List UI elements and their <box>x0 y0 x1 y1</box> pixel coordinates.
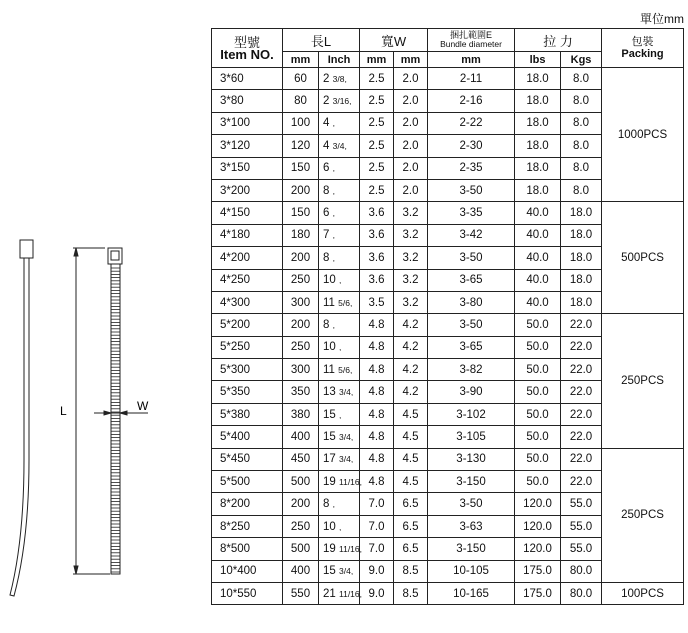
cell-bundle: 3-130 <box>428 448 515 470</box>
cell-length-mm: 180 <box>283 224 319 246</box>
cell-width-2: 6.5 <box>394 538 428 560</box>
cell-lbs: 40.0 <box>515 291 561 313</box>
cell-width-1: 2.5 <box>360 179 394 201</box>
cell-bundle: 2-35 <box>428 157 515 179</box>
cell-bundle: 3-50 <box>428 493 515 515</box>
cell-bundle: 3-80 <box>428 291 515 313</box>
cell-length-inch: 15 3/4, <box>319 426 360 448</box>
cell-model: 5*400 <box>212 426 283 448</box>
cell-length-mm: 250 <box>283 336 319 358</box>
cell-length-inch: 21 11/16, <box>319 582 360 604</box>
header-tensile: 拉 力 <box>515 29 602 52</box>
cell-width-1: 9.0 <box>360 582 394 604</box>
unit-label: 單位mm <box>640 12 684 26</box>
cell-model: 5*500 <box>212 471 283 493</box>
cell-width-1: 7.0 <box>360 538 394 560</box>
cell-kgs: 8.0 <box>561 90 602 112</box>
cell-length-mm: 120 <box>283 135 319 157</box>
cell-length-mm: 250 <box>283 515 319 537</box>
label-W: W <box>137 399 149 413</box>
cell-length-mm: 150 <box>283 202 319 224</box>
cell-lbs: 18.0 <box>515 179 561 201</box>
cell-kgs: 8.0 <box>561 179 602 201</box>
cell-lbs: 175.0 <box>515 560 561 582</box>
inch-fraction: 5/6 <box>338 297 350 308</box>
inch-whole: 8 <box>323 184 330 197</box>
cell-model: 3*120 <box>212 135 283 157</box>
inch-whole: 4 <box>323 139 330 152</box>
cell-length-mm: 250 <box>283 269 319 291</box>
cell-length-mm: 400 <box>283 560 319 582</box>
cell-width-1: 2.5 <box>360 90 394 112</box>
cell-lbs: 50.0 <box>515 471 561 493</box>
cell-width-1: 2.5 <box>360 157 394 179</box>
cell-width-2: 3.2 <box>394 224 428 246</box>
table-row <box>212 448 684 470</box>
cell-width-2: 4.2 <box>394 359 428 381</box>
inch-whole: 6 <box>323 207 330 220</box>
inch-whole: 11 <box>323 296 335 309</box>
cell-length-inch: 19 11/16, <box>319 471 360 493</box>
inch-fraction: 3/4 <box>339 431 351 442</box>
cell-width-2: 4.5 <box>394 426 428 448</box>
cell-length-inch: 6 , <box>319 202 360 224</box>
inch-fraction: 11/16 <box>339 476 360 487</box>
cell-kgs: 22.0 <box>561 448 602 470</box>
cell-model: 4*300 <box>212 291 283 313</box>
subheader-kgs: Kgs <box>561 52 602 68</box>
cell-bundle: 3-150 <box>428 471 515 493</box>
cell-width-1: 3.6 <box>360 202 394 224</box>
cell-length-mm: 350 <box>283 381 319 403</box>
cell-width-2: 8.5 <box>394 560 428 582</box>
cell-model: 3*80 <box>212 90 283 112</box>
cell-model: 5*380 <box>212 403 283 425</box>
cell-length-inch: 2 3/8, <box>319 68 360 90</box>
inch-fraction: 3/16 <box>332 96 350 107</box>
cell-kgs: 80.0 <box>561 582 602 604</box>
inch-fraction: 3/4 <box>339 454 351 465</box>
cell-width-2: 3.2 <box>394 269 428 291</box>
cell-lbs: 50.0 <box>515 426 561 448</box>
cell-packing: 1000PCS <box>602 68 684 202</box>
inch-fraction: 3/4 <box>339 566 351 577</box>
cell-model: 10*400 <box>212 560 283 582</box>
cell-packing: 250PCS <box>602 314 684 448</box>
cell-length-mm: 200 <box>283 314 319 336</box>
cell-width-1: 7.0 <box>360 515 394 537</box>
cell-length-mm: 200 <box>283 493 319 515</box>
cell-width-2: 6.5 <box>394 515 428 537</box>
cell-length-inch: 13 3/4, <box>319 381 360 403</box>
cell-length-inch: 8 , <box>319 179 360 201</box>
cell-lbs: 50.0 <box>515 403 561 425</box>
cell-kgs: 18.0 <box>561 291 602 313</box>
cell-lbs: 18.0 <box>515 135 561 157</box>
row-group <box>212 68 684 202</box>
header-model: 型號 Item NO. <box>212 29 283 68</box>
cell-lbs: 18.0 <box>515 112 561 134</box>
cell-length-mm: 500 <box>283 538 319 560</box>
cell-width-1: 4.8 <box>360 359 394 381</box>
cell-kgs: 8.0 <box>561 135 602 157</box>
cell-bundle: 2-16 <box>428 90 515 112</box>
cell-width-1: 3.6 <box>360 224 394 246</box>
cell-width-2: 3.2 <box>394 202 428 224</box>
inch-whole: 21 <box>323 587 336 600</box>
cell-lbs: 120.0 <box>515 515 561 537</box>
inch-whole: 2 <box>323 95 330 108</box>
cell-kgs: 18.0 <box>561 224 602 246</box>
cell-length-inch: 15 3/4, <box>319 560 360 582</box>
row-group <box>212 582 684 604</box>
cell-kgs: 22.0 <box>561 336 602 358</box>
cell-lbs: 18.0 <box>515 90 561 112</box>
cell-bundle: 3-50 <box>428 179 515 201</box>
row-group <box>212 202 684 314</box>
cell-length-inch: 8 , <box>319 314 360 336</box>
cell-model: 5*450 <box>212 448 283 470</box>
cell-width-1: 4.8 <box>360 448 394 470</box>
cell-lbs: 40.0 <box>515 247 561 269</box>
cell-width-2: 4.2 <box>394 381 428 403</box>
cell-model: 3*100 <box>212 112 283 134</box>
inch-whole: 19 <box>323 542 336 555</box>
cell-bundle: 3-42 <box>428 224 515 246</box>
inch-whole: 10 <box>323 274 336 287</box>
cell-width-1: 4.8 <box>360 403 394 425</box>
cell-length-inch: 7 , <box>319 224 360 246</box>
cell-packing: 250PCS <box>602 448 684 582</box>
inch-whole: 8 <box>323 251 330 264</box>
cell-packing: 500PCS <box>602 202 684 314</box>
cell-model: 10*550 <box>212 582 283 604</box>
cell-length-mm: 400 <box>283 426 319 448</box>
cell-width-1: 4.8 <box>360 381 394 403</box>
cell-width-2: 4.2 <box>394 336 428 358</box>
cell-length-inch: 2 3/16, <box>319 90 360 112</box>
cell-bundle: 3-63 <box>428 515 515 537</box>
cell-width-1: 9.0 <box>360 560 394 582</box>
cell-model: 5*200 <box>212 314 283 336</box>
cell-width-1: 4.8 <box>360 314 394 336</box>
cell-lbs: 50.0 <box>515 359 561 381</box>
cell-length-mm: 380 <box>283 403 319 425</box>
cell-length-inch: 6 , <box>319 157 360 179</box>
cell-width-1: 3.5 <box>360 291 394 313</box>
inch-whole: 10 <box>323 520 336 533</box>
cell-model: 3*200 <box>212 179 283 201</box>
inch-whole: 7 <box>323 229 330 242</box>
cell-length-inch: 4 3/4, <box>319 135 360 157</box>
cell-lbs: 18.0 <box>515 157 561 179</box>
cell-bundle: 3-105 <box>428 426 515 448</box>
header-packing: 包裝 Packing <box>602 29 684 68</box>
cell-bundle: 10-105 <box>428 560 515 582</box>
cell-width-2: 4.5 <box>394 448 428 470</box>
inch-fraction: 3/8 <box>332 73 345 84</box>
inch-whole: 10 <box>323 341 336 354</box>
cell-length-mm: 550 <box>283 582 319 604</box>
cell-kgs: 18.0 <box>561 202 602 224</box>
cell-length-mm: 100 <box>283 112 319 134</box>
cell-bundle: 3-65 <box>428 336 515 358</box>
subheader-lbs: lbs <box>515 52 561 68</box>
cell-model: 4*200 <box>212 247 283 269</box>
cell-bundle: 3-50 <box>428 247 515 269</box>
cell-length-inch: 10 , <box>319 269 360 291</box>
cell-width-2: 2.0 <box>394 90 428 112</box>
cell-kgs: 22.0 <box>561 359 602 381</box>
cell-length-mm: 500 <box>283 471 319 493</box>
cell-lbs: 40.0 <box>515 224 561 246</box>
cell-length-mm: 450 <box>283 448 319 470</box>
cell-lbs: 120.0 <box>515 538 561 560</box>
inch-whole: 11 <box>323 363 335 376</box>
cell-model: 4*180 <box>212 224 283 246</box>
cell-kgs: 22.0 <box>561 314 602 336</box>
cell-length-inch: 11 5/6, <box>319 291 360 313</box>
subheader-width-mm-2: mm <box>394 52 428 68</box>
cell-width-2: 2.0 <box>394 112 428 134</box>
subheader-length-mm: mm <box>283 52 319 68</box>
cell-length-inch: 15 , <box>319 403 360 425</box>
inch-whole: 2 <box>323 72 330 85</box>
header-width: 寬W <box>360 29 428 52</box>
cell-packing: 100PCS <box>602 582 684 604</box>
left-tie-head <box>20 240 33 258</box>
cell-bundle: 2-11 <box>428 68 515 90</box>
spec-table <box>211 28 684 605</box>
cell-model: 3*150 <box>212 157 283 179</box>
cell-length-inch: 19 11/16, <box>319 538 360 560</box>
table-row <box>212 68 684 90</box>
cell-kgs: 22.0 <box>561 381 602 403</box>
cell-kgs: 80.0 <box>561 560 602 582</box>
cell-model: 4*250 <box>212 269 283 291</box>
cell-kgs: 8.0 <box>561 68 602 90</box>
cell-length-mm: 300 <box>283 359 319 381</box>
cell-lbs: 175.0 <box>515 582 561 604</box>
cell-kgs: 8.0 <box>561 157 602 179</box>
cell-bundle: 3-150 <box>428 538 515 560</box>
cell-width-1: 4.8 <box>360 471 394 493</box>
cell-width-2: 4.5 <box>394 403 428 425</box>
cell-model: 8*200 <box>212 493 283 515</box>
cell-bundle: 3-50 <box>428 314 515 336</box>
cell-width-2: 2.0 <box>394 157 428 179</box>
cell-length-mm: 200 <box>283 247 319 269</box>
inch-whole: 15 <box>323 408 336 421</box>
inch-whole: 8 <box>323 498 330 511</box>
cell-lbs: 40.0 <box>515 202 561 224</box>
cell-lbs: 50.0 <box>515 336 561 358</box>
subheader-width-mm-1: mm <box>360 52 394 68</box>
cell-width-1: 7.0 <box>360 493 394 515</box>
cell-bundle: 3-82 <box>428 359 515 381</box>
cell-lbs: 50.0 <box>515 314 561 336</box>
cell-bundle: 3-102 <box>428 403 515 425</box>
cell-width-1: 4.8 <box>360 426 394 448</box>
table-row <box>212 582 684 604</box>
cell-width-2: 2.0 <box>394 135 428 157</box>
cell-length-inch: 8 , <box>319 493 360 515</box>
cell-width-2: 3.2 <box>394 291 428 313</box>
cell-lbs: 50.0 <box>515 448 561 470</box>
inch-fraction: 3/4 <box>332 140 345 151</box>
cell-width-2: 3.2 <box>394 247 428 269</box>
cell-length-inch: 10 , <box>319 515 360 537</box>
cell-width-1: 2.5 <box>360 112 394 134</box>
cell-width-2: 4.2 <box>394 314 428 336</box>
inch-whole: 15 <box>323 430 336 443</box>
cell-kgs: 18.0 <box>561 269 602 291</box>
cell-length-inch: 8 , <box>319 247 360 269</box>
cell-bundle: 3-90 <box>428 381 515 403</box>
cell-lbs: 50.0 <box>515 381 561 403</box>
cell-width-2: 2.0 <box>394 179 428 201</box>
cell-bundle: 2-30 <box>428 135 515 157</box>
cell-length-mm: 200 <box>283 179 319 201</box>
subheader-bundle-mm: mm <box>428 52 515 68</box>
inch-whole: 13 <box>323 386 336 399</box>
cell-length-inch: 10 , <box>319 336 360 358</box>
header-bundle: 捆扎範圍E Bundle diameter <box>428 29 515 52</box>
cable-tie-diagram <box>0 210 200 610</box>
cell-bundle: 2-22 <box>428 112 515 134</box>
cell-lbs: 40.0 <box>515 269 561 291</box>
cell-kgs: 55.0 <box>561 493 602 515</box>
cell-model: 5*300 <box>212 359 283 381</box>
cell-kgs: 22.0 <box>561 403 602 425</box>
cell-length-mm: 150 <box>283 157 319 179</box>
cell-width-2: 2.0 <box>394 68 428 90</box>
cell-bundle: 3-35 <box>428 202 515 224</box>
cell-kgs: 22.0 <box>561 471 602 493</box>
cell-length-inch: 4 , <box>319 112 360 134</box>
row-group <box>212 448 684 582</box>
inch-fraction: 5/6 <box>338 364 350 375</box>
cell-width-1: 4.8 <box>360 336 394 358</box>
cell-lbs: 120.0 <box>515 493 561 515</box>
cell-model: 8*500 <box>212 538 283 560</box>
cell-length-mm: 300 <box>283 291 319 313</box>
cell-kgs: 8.0 <box>561 112 602 134</box>
cell-lbs: 18.0 <box>515 68 561 90</box>
inch-whole: 15 <box>323 565 336 578</box>
inch-whole: 8 <box>323 318 330 331</box>
cell-length-mm: 80 <box>283 90 319 112</box>
inch-whole: 6 <box>323 162 330 175</box>
row-group <box>212 314 684 448</box>
cell-width-2: 8.5 <box>394 582 428 604</box>
subheader-length-inch: Inch <box>319 52 360 68</box>
inch-fraction: 11/16 <box>339 588 360 599</box>
table-row <box>212 202 684 224</box>
cell-kgs: 22.0 <box>561 426 602 448</box>
cell-bundle: 3-65 <box>428 269 515 291</box>
header-length: 長L <box>283 29 360 52</box>
cell-width-1: 3.6 <box>360 247 394 269</box>
cell-length-inch: 17 3/4, <box>319 448 360 470</box>
cell-model: 8*250 <box>212 515 283 537</box>
cell-model: 5*350 <box>212 381 283 403</box>
cell-width-2: 6.5 <box>394 493 428 515</box>
cell-width-1: 2.5 <box>360 135 394 157</box>
inch-fraction: 3/4 <box>339 387 351 398</box>
cell-model: 3*60 <box>212 68 283 90</box>
cell-model: 4*150 <box>212 202 283 224</box>
table-row <box>212 314 684 336</box>
inch-whole: 19 <box>323 475 336 488</box>
inch-whole: 4 <box>323 117 330 130</box>
cell-width-2: 4.5 <box>394 471 428 493</box>
cell-kgs: 55.0 <box>561 538 602 560</box>
cell-kgs: 18.0 <box>561 247 602 269</box>
cell-bundle: 10-165 <box>428 582 515 604</box>
cell-width-1: 2.5 <box>360 68 394 90</box>
left-tie-body <box>10 258 29 596</box>
inch-fraction: 11/16 <box>339 543 360 554</box>
cell-kgs: 55.0 <box>561 515 602 537</box>
right-tie-head <box>108 248 122 264</box>
label-L: L <box>60 404 67 418</box>
inch-whole: 17 <box>323 453 336 466</box>
cell-model: 5*250 <box>212 336 283 358</box>
cell-length-mm: 60 <box>283 68 319 90</box>
cell-length-inch: 11 5/6, <box>319 359 360 381</box>
cell-width-1: 3.6 <box>360 269 394 291</box>
